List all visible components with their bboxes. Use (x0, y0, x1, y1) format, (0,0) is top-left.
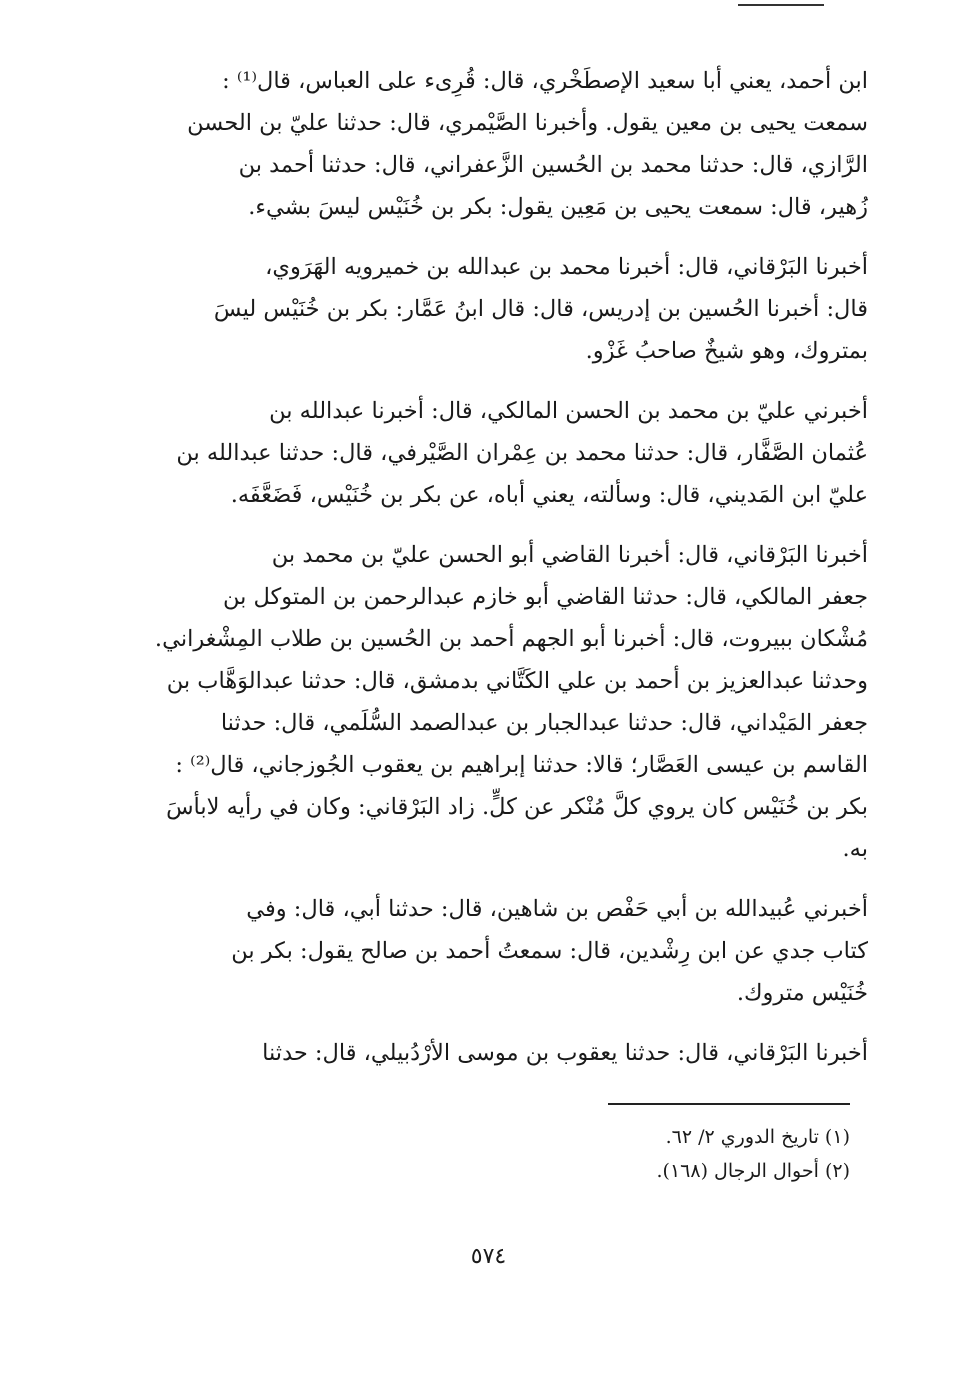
text-line: وحدثنا عبدالعزيز بن أحمد بن علي الكَتَّاني بدمشق، قال: حدثنا عبدالوَهَّاب بن (166, 668, 868, 694)
text-line: خُنَيْس متروك. (736, 980, 868, 1006)
text-line: بمتروك، وهو شيخٌ صاحبُ غَزْو. (585, 338, 868, 364)
text-line: الرَّازي، قال: حدثنا محمد بن الحُسين الزَّعفراني، قال: حدثنا أحمد بن (238, 152, 868, 178)
paragraph (138, 60, 868, 228)
text-line: ابن أحمد، يعني أبا سعيد الإصطَخْري، قال: قُرِىء على العباس، قال⁽¹⁾ : (222, 68, 868, 94)
footnote: (٢) أحوال الرجال (١٦٨). (656, 1160, 850, 1182)
text-line: عليّ ابن المَديني، قال: وسألته، يعني أباه، عن بكر بن خُنَيْس، فَضَعَّفَه. (230, 482, 868, 508)
text-line: أخبرني عليّ بن محمد بن الحسن المالكي، قال: أخبرنا عبدالله بن (269, 398, 868, 424)
text-line: أخبرني عُبيدالله بن أبي حَفْص بن شاهين، قال: حدثنا أبي، قال: وفي (246, 896, 868, 922)
text-line: القاسم بن عيسى العَصَّار؛ قالا: حدثنا إبراهيم بن يعقوب الجُوزجاني، قال⁽²⁾ : (175, 752, 868, 778)
text-line: مُشْكان ببيروت، قال: أخبرنا أبو الجهم أحمد بن الحُسين بن طلاب المِشْغراني. (154, 626, 868, 652)
text-line: عُثمان الصَّفَّار، قال: حدثنا محمد بن عِمْران الصَّيْرفي، قال: حدثنا عبدالله بن (176, 440, 868, 466)
text-line: أخبرنا البَرْقاني، قال: حدثنا يعقوب بن موسى الأرْدُبيلي، قال: حدثنا (262, 1040, 868, 1066)
text-line: أخبرنا البَرْقاني، قال: أخبرنا القاضي أبو الحسن عليّ بن محمد بن (271, 542, 868, 568)
footnotes (560, 1120, 850, 1188)
paragraph (138, 534, 868, 870)
paragraph (138, 888, 868, 1014)
text-line: قال: أخبرنا الحُسين بن إدريس، قال: قال ابنُ عَمَّار: بكر بن خُنَيْس ليسَ (213, 296, 868, 322)
text-line: كتاب جدي عن ابن رِشْدين، قال: سمعتُ أحمد بن صالح يقول: بكر بن (231, 938, 868, 964)
main-text (138, 60, 868, 1074)
footnote-separator (608, 1103, 850, 1105)
text-line: سمعت يحيى بن معين يقول. وأخبرنا الصَّيْمري، قال: حدثنا عليّ بن الحسن (187, 110, 868, 136)
page-number: ٥٧٤ (470, 1244, 507, 1269)
text-line: زُهير، قال: سمعت يحيى بن مَعِين يقول: بكر بن خُنَيْس ليسَ بشيء. (248, 194, 868, 220)
header-rule (738, 4, 824, 6)
text-line: بكر بن خُنَيْس كان يروي كلَّ مُنْكر عن كلٍّ. زاد البَرْقاني: وكان في رأيه لابأسَ (166, 794, 868, 820)
footnote: (١) تاريخ الدوري ٢/ ٦٢. (665, 1126, 850, 1148)
text-line: جعفر المالكي، قال: حدثنا القاضي أبو خازم عبدالرحمن بن المتوكل بن (222, 584, 868, 610)
text-line: به. (842, 836, 868, 862)
paragraph (138, 390, 868, 516)
text-line: جعفر المَيْداني، قال: حدثنا عبدالجبار بن عبدالصمد السُّلَمي، قال: حدثنا (220, 710, 868, 736)
text-line: أخبرنا البَرْقاني، قال: أخبرنا محمد بن عبدالله بن خميرويه الهَرَوي، (265, 254, 868, 280)
paragraph (138, 1032, 868, 1074)
paragraph (138, 246, 868, 372)
